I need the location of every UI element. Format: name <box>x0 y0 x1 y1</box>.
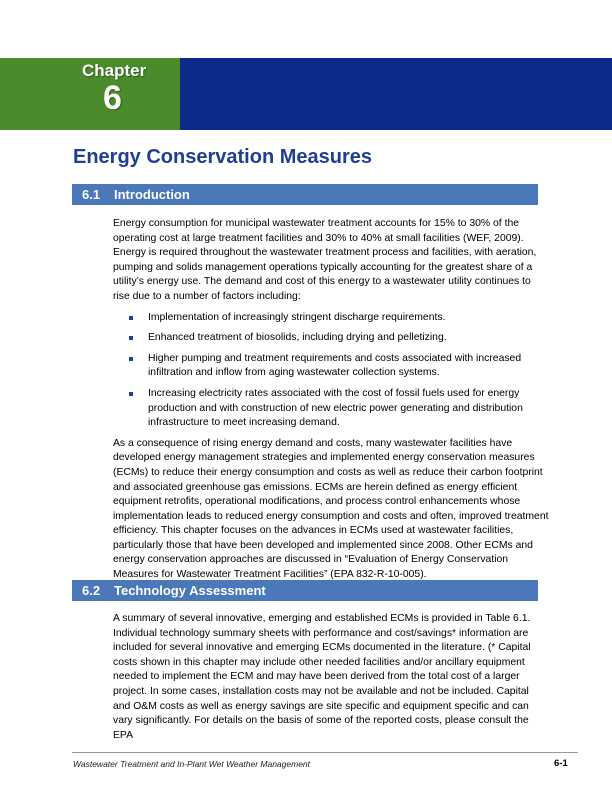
chapter-label: Chapter <box>82 61 147 80</box>
footer-divider <box>72 752 578 753</box>
factor-list <box>113 311 549 431</box>
list-item: Enhanced treatment of biosolids, including drying and pelletizing. <box>113 331 549 346</box>
section-6-1-body <box>113 217 549 583</box>
list-item: Higher pumping and treatment requirements and costs associated with increased infiltration and inflow from aging wastewater collection systems. <box>113 352 549 381</box>
list-item: Increasing electricity rates associated with the cost of fossil fuels used for energy production and with construction of new electric power generating and distribution infrastructure to meet increasing demand. <box>113 387 549 431</box>
section-heading-6-1 <box>72 184 538 205</box>
list-item: Implementation of increasingly stringent discharge requirements. <box>113 311 549 326</box>
conclusion-paragraph: As a consequence of rising energy demand and costs, many wastewater facilities have developed energy management strategies and implemented energy conservation measures (ECMs) to reduce their energy consumption and costs as well as reduce their carbon footprint and associated greenhouse gas emissions. ECMs are herein defined as energy efficient equipment retrofits, operational modifications, and process control enhancements whose implementation leads to reduced energy consumption and costs and often, improved treatment efficiency. This chapter focuses on the advances in ECMs used at wastewater facilities, particularly those that have been developed and implemented since 2008. Other ECMs and energy conservation approaches are discussed in “Evaluation of Energy Conservation Measures for Wastewater Treatment Facilities” (EPA 832-R-10-005). <box>113 437 549 581</box>
section-title: Technology Assessment <box>114 583 266 598</box>
section-6-2-body <box>113 612 549 743</box>
intro-paragraph: Energy consumption for municipal wastewater treatment accounts for 15% to 30% of the operating cost at large treatment facilities and 30% to 40% at small facilities (WEF, 2009). Energy is required throughout the wastewater treatment process and facilities, with aeration, pumping and solids management operations typically accounting for the greatest share of a utility’s energy use. The demand and cost of this energy to a wastewater utility continues to rise due to a number of factors including: <box>113 218 537 302</box>
square-bullet-icon <box>129 316 133 320</box>
chapter-blue-banner <box>180 58 612 130</box>
page-title: Energy Conservation Measures <box>73 146 372 168</box>
square-bullet-icon <box>129 392 133 396</box>
square-bullet-icon <box>129 357 133 361</box>
section-heading-6-2 <box>72 580 538 601</box>
section-number: 6.2 <box>82 583 101 598</box>
footer-document-title: Wastewater Treatment and In-Plant Wet Weather Management <box>73 759 311 769</box>
section-title: Introduction <box>114 187 190 202</box>
section-number: 6.1 <box>82 187 101 202</box>
technology-paragraph: A summary of several innovative, emerging and established ECMs is provided in Table 6.1. Individual technology summary sheets with performance and cost/savings* information are included for several innovative and emerging ECMs documented in the literature. (* Capital costs shown in this chapter may include other needed facilities and/or ancillary equipment needed to implement the ECM and may have been derived from the total cost of a larger project. In some cases, installation costs may not be available and not be included. Capital and O&M costs as well as energy savings are site specific and equipment specific and can vary significantly. For details on the basis of some of the reported costs, please consult the EPA <box>113 613 531 741</box>
chapter-number: 6 <box>103 79 122 117</box>
square-bullet-icon <box>129 336 133 340</box>
page-number: 6-1 <box>554 758 568 769</box>
